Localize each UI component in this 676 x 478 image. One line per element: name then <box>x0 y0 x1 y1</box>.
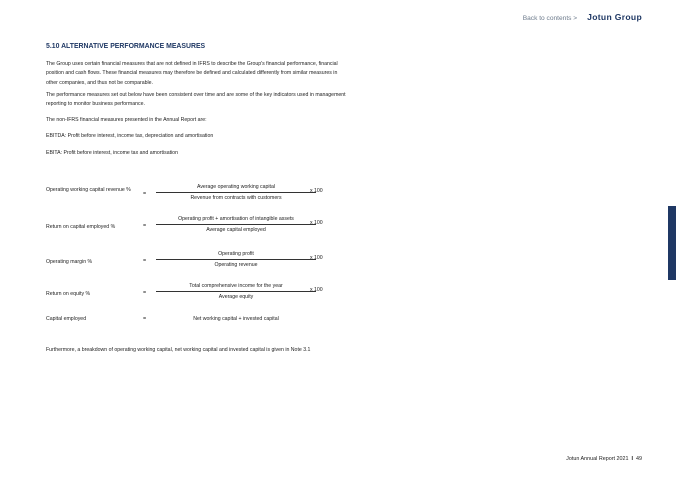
formula-label: Return on equity % <box>46 291 91 297</box>
page-number: 49 <box>636 456 642 462</box>
formula-label: Return on capital employed % <box>46 224 116 230</box>
report-title: Jotun Annual Report 2021 <box>566 456 629 462</box>
section-title: 5.10 ALTERNATIVE PERFORMANCE MEASURES <box>46 43 206 50</box>
formula-owc-revenue <box>46 184 326 208</box>
formula-denominator: Operating revenue <box>214 262 258 268</box>
fraction-line <box>156 259 316 260</box>
ebita-definition: EBITA: Profit before interest, income tax and amortisation <box>46 150 178 156</box>
equals-sign: = <box>143 258 147 264</box>
brand-name: Jotun Group <box>587 12 642 22</box>
page-separator: I <box>631 456 633 462</box>
equals-sign: = <box>143 316 147 322</box>
formula-numerator: Operating profit + amortisation of intangible assets <box>178 216 294 222</box>
formula-roce <box>46 216 326 240</box>
formula-expression: Net working capital + invested capital <box>193 316 279 322</box>
fraction-line <box>156 192 316 193</box>
measures-intro: The non-IFRS financial measures presented in the Annual Report are: <box>46 117 207 123</box>
formula-label: Operating margin % <box>46 259 93 265</box>
formula-denominator: Average equity <box>218 294 254 300</box>
equals-sign: = <box>143 191 147 197</box>
formula-multiplier: x 100 <box>310 255 323 261</box>
formula-denominator: Revenue from contracts with customers <box>190 195 282 201</box>
header-nav <box>523 12 642 22</box>
side-section-tab[interactable] <box>668 206 676 280</box>
formula-roe <box>46 283 326 307</box>
formula-numerator: Operating profit <box>218 251 254 257</box>
formula-operating-margin <box>46 251 326 275</box>
back-to-contents-link[interactable]: Back to contents > <box>522 15 578 22</box>
formula-denominator: Average capital employed <box>206 227 266 233</box>
note-reference-paragraph: Furthermore, a breakdown of operating working capital, net working capital and invested capital is given in Note 3.1 <box>46 347 311 354</box>
formula-capital-employed <box>46 316 326 340</box>
formula-multiplier: x 100 <box>310 188 323 194</box>
page-footer <box>566 456 642 462</box>
ebitda-definition: EBITDA: Profit before interest, income tax, depreciation and amortisation <box>46 133 214 139</box>
fraction-line <box>156 224 316 225</box>
formula-numerator: Average operating working capital <box>196 184 276 190</box>
formula-numerator: Total comprehensive income for the year <box>189 283 283 289</box>
consistency-paragraph: The performance measures set out below have been consistent over time and are some of the key indicators used in management reporting to monitor business performance. <box>46 92 346 108</box>
formula-multiplier: x 100 <box>310 220 323 226</box>
equals-sign: = <box>143 223 147 229</box>
formula-label: Capital employed <box>46 316 87 322</box>
equals-sign: = <box>143 290 147 296</box>
formula-multiplier: x 100 <box>310 287 323 293</box>
intro-paragraph: The Group uses certain financial measures that are not defined in IFRS to describe the Group's financial performance, financial position and cash flows. These financial measures may therefore be defined and calculated differently from similar measures in other companies, and thus not be comparable. <box>46 61 338 86</box>
formula-label: Operating working capital revenue % <box>46 187 131 193</box>
fraction-line <box>156 291 316 292</box>
